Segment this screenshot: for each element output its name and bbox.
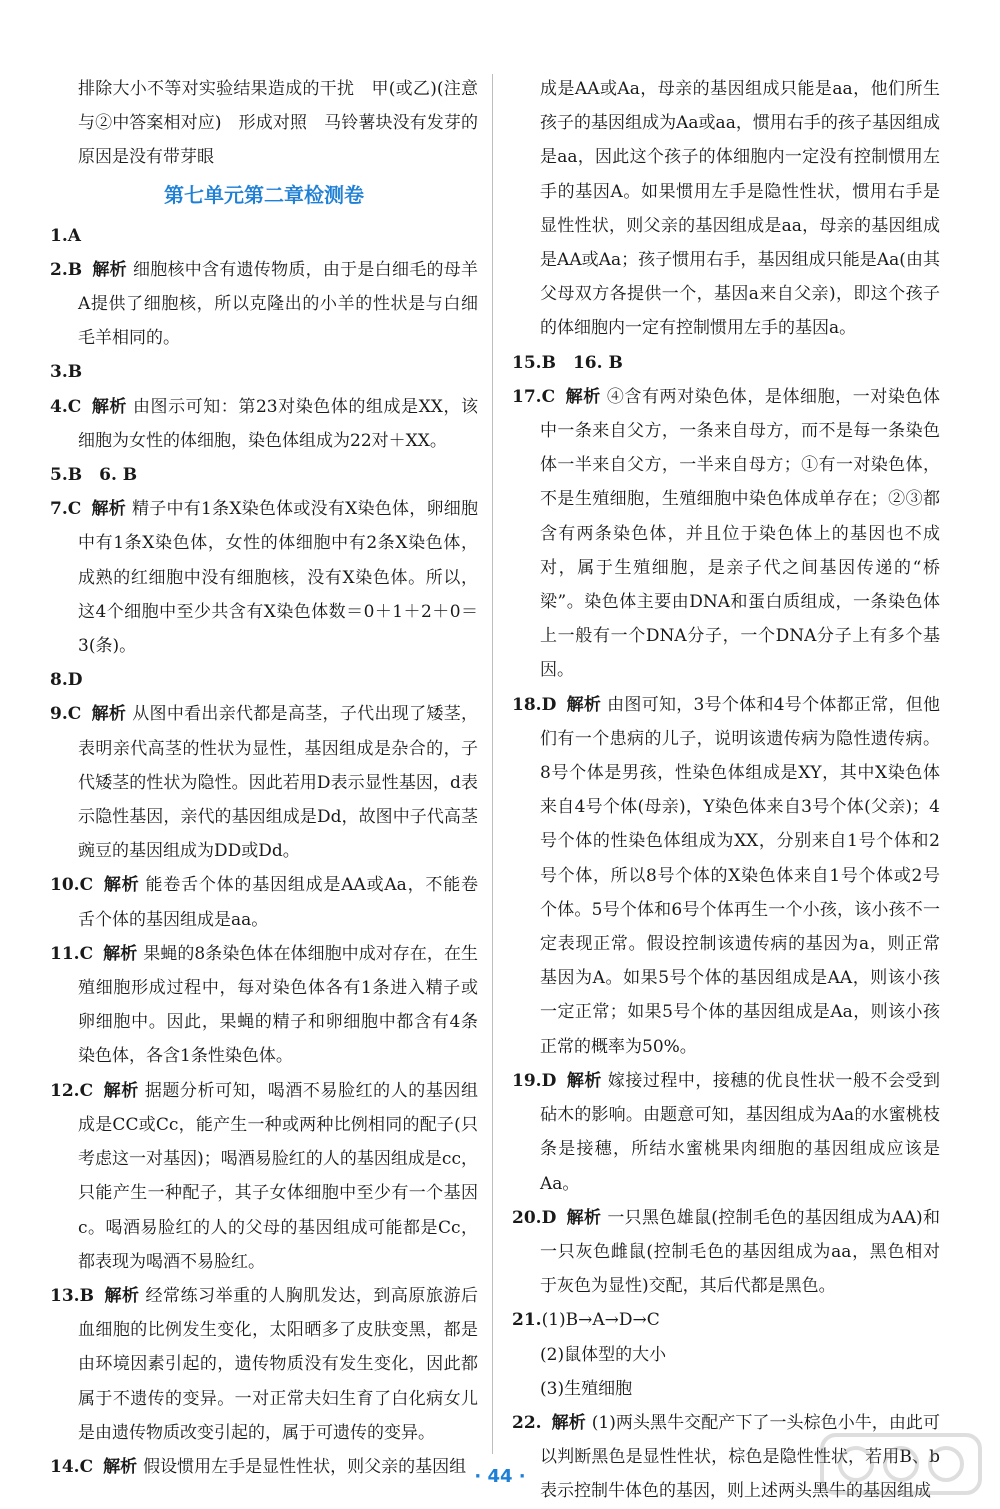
q22-item: 22. 解析 (1)两头黑牛交配产下了一头棕色小牛，由此可以判断黑色是显性性状，棕色是隐性性状，若用B、b表示控制牛体色的基因，则上述两头黑牛的基因组成: [512, 1412, 940, 1502]
answer-item: [50, 355, 478, 389]
analysis-label: 解析: [566, 1207, 602, 1228]
answer-letter: A: [67, 225, 81, 246]
analysis-label: 解析: [91, 396, 127, 417]
answer-letter: B 6. B: [67, 465, 138, 486]
answer-item: [50, 390, 478, 458]
analysis-label: 解析: [103, 875, 140, 896]
analysis-text: 假设惯用左手是显性性状，则父亲的基因组: [143, 1456, 467, 1477]
answer-item: [512, 1064, 940, 1201]
q21-sub-3: (3)生殖细胞: [540, 1378, 633, 1399]
answer-letter: D: [67, 670, 83, 691]
column-divider: [492, 74, 493, 1454]
answer-letter: B: [67, 259, 83, 280]
analysis-text: 嫁接过程中，接穗的优良性状一般不会受到砧木的影响。由题意可知，基因组成为Aa的水蜜桃枝条是接穗，所结水蜜桃果肉细胞的基因组成应该是Aa。: [540, 1070, 941, 1194]
answer-item: [512, 1201, 940, 1304]
analysis-text: 精子中有1条X染色体或没有X染色体，卵细胞中有1条X染色体，女性的体细胞中有2条X染色体，成熟的红细胞中没有细胞核，没有X染色体。所以，这4个细胞中至少共含有X染色体数＝0＋1＋2＋0＝3(条)。: [78, 499, 478, 657]
answer-list-right: [512, 346, 940, 1304]
analysis-label: 解析: [91, 499, 127, 520]
answer-letter: C: [79, 1080, 94, 1101]
answer-letter: D: [541, 694, 557, 715]
q14-continuation: 成是AA或Aa，母亲的基因组成只能是aa，他们所生孩子的基因组成为Aa或aa，惯用右手的孩子基因组成是aa，因此这个孩子的体细胞内一定没有控制惯用左手的基因A。如果惯用左手是隐性性状，惯用右手是显性性状，则父亲的基因组成是aa，母亲的基因组成是AA或Aa；孩子惯用右手，基因组成只能是Aa(由其父母双方各提供一个，基因a来自父亲)，即这个孩子的体细胞内一定有控制惯用左手的基因a。: [540, 79, 940, 339]
question-number: 4.: [50, 396, 68, 417]
analysis-label: 解析: [566, 1070, 602, 1091]
analysis-label: 解析: [92, 259, 127, 280]
analysis-text: 经常练习举重的人胸肌发达，到高原旅游后血细胞的比例发生变化，太阳晒多了皮肤变黑，都是由环境因素引起的，遗传物质没有发生变化，因此都属于不遗传的变异。一对正常夫妇生育了白化病女儿是由遗传物质改变引起的，属于可遗传的变异。: [78, 1285, 478, 1443]
question-number: 9.: [50, 704, 68, 725]
question-number: 7.: [50, 499, 68, 520]
question-number: 1.: [50, 225, 68, 246]
q21-sub-2: (2)鼠体型的大小: [540, 1344, 667, 1365]
q21-item: 21.(1)B→A→D→C: [512, 1310, 660, 1331]
answer-item: [50, 219, 478, 253]
answer-item: [512, 688, 940, 1064]
answer-letter: B: [67, 362, 83, 383]
right-column: [512, 72, 940, 1509]
question-number: 15.: [512, 352, 542, 373]
analysis-label: 解析: [103, 943, 138, 964]
page-number: · 44 ·: [474, 1466, 526, 1487]
analysis-text: 从图中看出亲代都是高茎，子代出现了矮茎，表明亲代高茎的性状为显性，基因组成是杂合的，子代矮茎的性状为隐性。因此若用D表示显性基因，d表示隐性基因，亲代的基因组成是Dd，故图中子代高茎豌豆的基因组成为DD或Dd。: [78, 704, 479, 862]
analysis-text: 由图可知，3号个体和4号个体都正常，但他们有一个患病的儿子，说明该遗传病为隐性遗传病。8号个体是男孩，性染色体组成是XY，其中X染色体来自4号个体(母亲)，Y染色体来自3号个体(父亲)；4号个体的性染色体组成为XX，分别来自1号个体和2号个体，所以8号个体的X染色体来自1号个体或2号个体。5号个体和6号个体再生一个小孩，该小孩不一定表现正常。假设控制该遗传病的基因为a，则正常基因为A。如果5号个体的基因组成是AA，则该小孩一定正常；如果5号个体的基因组成是Aa，则该小孩正常的概率为50%。: [540, 694, 940, 1057]
analysis-text: 细胞核中含有遗传物质，由于是白细毛的母羊A提供了细胞核，所以克隆出的小羊的性状是与白细毛羊相同的。: [78, 259, 479, 349]
answer-letter: C: [67, 396, 82, 417]
question-number: 10.: [50, 875, 80, 896]
analysis-text: 果蝇的8条染色体在体细胞中成对存在，在生殖细胞形成过程中，每对染色体各有1条进入精子或卵细胞中。因此，果蝇的精子和卵细胞中都含有4条染色体，各含1条性染色体。: [78, 943, 478, 1067]
answer-letter: B: [79, 1285, 94, 1306]
question-number: 12.: [50, 1080, 80, 1101]
answer-list-left: [50, 219, 478, 1485]
answer-item: [50, 458, 478, 492]
section-title: 第七单元第二章检测卷: [164, 182, 364, 207]
answer-letter: D: [541, 1070, 557, 1091]
analysis-text: 由图示可知：第23对染色体的组成是XX，该细胞为女性的体细胞，染色体组成为22对＋XX。: [78, 396, 478, 451]
analysis-label: 解析: [91, 704, 127, 725]
question-number: 11.: [50, 943, 80, 964]
answer-item: [512, 380, 940, 688]
analysis-label: 解析: [103, 1080, 139, 1101]
analysis-label: 解析: [566, 694, 602, 715]
analysis-label: 解析: [565, 386, 601, 407]
answer-item: [512, 346, 940, 380]
question-number: 5.: [50, 465, 68, 486]
answer-item: [50, 1074, 478, 1279]
answer-letter: C: [67, 704, 82, 725]
answer-letter: C: [79, 943, 94, 964]
question-number: 13.: [50, 1285, 80, 1306]
answer-letter: C: [67, 499, 82, 520]
answer-item: [50, 937, 478, 1074]
question-number: 19.: [512, 1070, 542, 1091]
question-number: 14.: [50, 1456, 80, 1477]
question-number: 17.: [512, 386, 542, 407]
answer-item: [50, 253, 478, 356]
question-number: 2.: [50, 259, 68, 280]
question-number: 3.: [50, 362, 68, 383]
answer-item: [50, 697, 478, 868]
answer-item: [50, 868, 478, 936]
analysis-text: 能卷舌个体的基因组成是AA或Aa，不能卷舌个体的基因组成是aa。: [78, 875, 478, 930]
answer-letter: C: [79, 1456, 94, 1477]
analysis-label: 解析: [103, 1285, 140, 1306]
answer-item: [50, 492, 478, 663]
answer-item: [50, 663, 478, 697]
answer-letter: D: [541, 1207, 557, 1228]
question-number: 20.: [512, 1207, 542, 1228]
analysis-text: 一只黑色雄鼠(控制毛色的基因组成为AA)和一只灰色雌鼠(控制毛色的基因组成为aa，黑色相对于灰色为显性)交配，其后代都是黑色。: [540, 1207, 940, 1297]
answer-item: [50, 1279, 478, 1450]
analysis-text: ④含有两对染色体，是体细胞，一对染色体中一条来自父方，一条来自母方，而不是每一条染色体一半来自父方，一半来自母方；①有一对染色体，不是生殖细胞，生殖细胞中染色体成单存在；②③都含有两条染色体，并且位于染色体上的基因也不成对，属于生殖细胞，是亲子代之间基因传递的“桥梁”。染色体主要由DNA和蛋白质组成，一条染色体上一般有一个DNA分子，一个DNA分子上有多个基因。: [540, 386, 941, 681]
analysis-label: 解析: [103, 1456, 138, 1477]
answer-letter: B 16. B: [541, 352, 623, 373]
answer-letter: C: [541, 386, 556, 407]
analysis-text: 据题分析可知，喝酒不易脸红的人的基因组成是CC或Cc，能产生一种或两种比例相同的配子(只考虑这一对基因)；喝酒易脸红的人的基因组成是cc，只能产生一种配子，其子女体细胞中至少有一个基因c。喝酒易脸红的人的父母的基因组成可能都是Cc，都表现为喝酒不易脸红。: [78, 1080, 479, 1272]
intro-text: 排除大小不等对实验结果造成的干扰 甲(或乙)(注意与②中答案相对应) 形成对照 马铃薯块没有发芽的原因是没有带芽眼: [78, 79, 478, 168]
left-column: [50, 72, 478, 1484]
question-number: 18.: [512, 694, 542, 715]
watermark-logo-icon: [816, 1429, 986, 1499]
answer-letter: C: [79, 875, 94, 896]
question-number: 8.: [50, 670, 68, 691]
